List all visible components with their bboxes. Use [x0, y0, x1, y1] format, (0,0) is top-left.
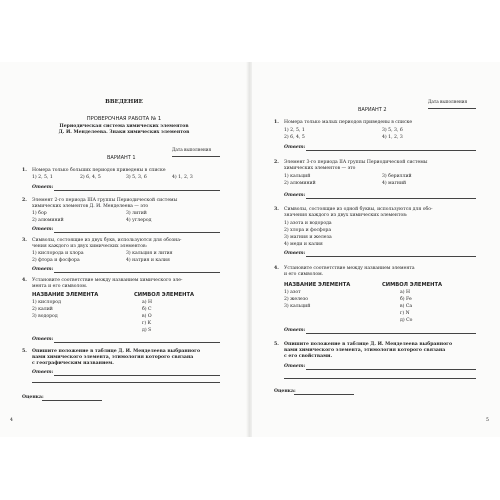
q5-line-2: вами химического элемента, этимология которого связана	[284, 348, 446, 353]
q1-option-3: 3) 5, 3, 6	[126, 175, 147, 180]
q2-line-2: химических элементов — это	[284, 166, 356, 171]
q4-answer-label: Ответ:	[32, 337, 54, 342]
q4-name-2: 2) калий	[32, 307, 53, 312]
q1-answer-line[interactable]	[306, 150, 476, 151]
grade-line[interactable]	[42, 400, 102, 401]
date-line[interactable]	[172, 156, 220, 157]
q2-answer-label: Ответ:	[284, 193, 306, 198]
section-title: ВВЕДЕНИЕ	[105, 99, 143, 105]
q4-symbol-c: в) Ca	[400, 304, 413, 309]
q2-option-4: 4) магний	[382, 181, 407, 186]
q1-number: 1.	[22, 168, 27, 173]
q2-answer-line[interactable]	[306, 198, 476, 199]
q4-line-2: мента и его символом.	[32, 284, 88, 289]
q2-line-1: Элемент 3-го периода IIA группы Периодической системы	[284, 160, 428, 165]
grade-label: Оценка:	[22, 395, 44, 400]
q4-number: 4.	[22, 278, 27, 283]
q4-col-symbol-header: СИМВОЛ ЭЛЕМЕНТА	[134, 292, 195, 298]
q4-answer-line[interactable]	[54, 342, 220, 343]
q1-option-1: 1) 2, 5, 1	[284, 128, 305, 133]
q3-answer-line[interactable]	[54, 272, 220, 273]
date-line[interactable]	[428, 108, 476, 109]
subtitle-line-1: Периодическая система химических элементов	[59, 124, 189, 129]
q2-option-1: 1) бор	[32, 211, 47, 216]
q5-line-1: Опишите положение в таблице Д. И. Менделеева выбранного	[284, 342, 453, 347]
q1-option-3: 3) 5, 3, 6	[382, 128, 403, 133]
q4-symbol-e: д) S	[142, 328, 152, 333]
q3-option-3: 3) кальция и лития	[126, 251, 173, 256]
q4-symbol-e: д) Co	[400, 318, 413, 323]
q3-option-4: 4) меди и калия	[284, 242, 323, 247]
page-number: 4	[10, 418, 13, 423]
left-page	[0, 62, 248, 437]
q4-col-name-header: НАЗВАНИЕ ЭЛЕМЕНТА	[32, 292, 99, 298]
q4-symbol-a: а) H	[400, 290, 410, 295]
q3-answer-line[interactable]	[306, 256, 476, 257]
q1-option-4: 4) 1, 2, 3	[382, 135, 403, 140]
q1-text: Номера только больших периодов приведены в списке	[32, 168, 166, 173]
q1-option-1: 1) 2, 5, 1	[32, 175, 53, 180]
q1-number: 1.	[274, 120, 279, 125]
q2-option-2: 2) алюминий	[32, 218, 64, 223]
q3-line-1: Символы, состоящие из двух букв, используются для обозна-	[32, 238, 182, 243]
q2-answer-label: Ответ:	[32, 227, 54, 232]
q2-option-3: 3) литий	[126, 211, 147, 216]
q4-line-2: и его символом.	[284, 272, 324, 277]
q3-option-2: 2) фтора и фосфора	[32, 258, 80, 263]
date-label: Дата выполнения	[172, 147, 212, 152]
page-number: 5	[486, 418, 489, 423]
grade-label: Оценка:	[274, 389, 296, 394]
q4-line-1: Установите соответствие между названием химического эле-	[32, 278, 183, 283]
q3-line-1: Символы, состоящие из одной буквы, используются для обо-	[284, 207, 433, 212]
q5-answer-label: Ответ:	[32, 370, 54, 375]
q1-answer-label: Ответ:	[32, 185, 54, 190]
q5-line-3: с географическим названием.	[32, 361, 114, 366]
date-label: Дата выполнения	[428, 99, 468, 104]
q1-option-2: 2) 6, 4, 5	[284, 135, 305, 140]
q5-number: 5.	[274, 342, 279, 347]
q5-answer-line-1[interactable]	[54, 375, 220, 376]
q4-symbol-b: б) Fe	[400, 297, 412, 302]
q4-answer-line[interactable]	[306, 333, 476, 334]
q2-number: 2.	[274, 160, 279, 165]
q3-line-2: значения каждого из двух химических элементов:	[284, 213, 408, 218]
q5-line-2: вами химического элемента, этимология которого связана	[32, 355, 194, 360]
q4-name-3: 3) кальций	[284, 304, 311, 309]
q2-option-1: 1) кальций	[284, 174, 311, 179]
q3-number: 3.	[22, 238, 27, 243]
q5-answer-line-1[interactable]	[306, 369, 476, 370]
q2-option-4: 4) углерод	[126, 218, 152, 223]
q5-line-3: с его свойствами.	[284, 354, 333, 359]
q3-option-3: 3) магния и железа	[284, 235, 332, 240]
q4-col-symbol-header: СИМВОЛ ЭЛЕМЕНТА	[382, 282, 443, 288]
q4-col-name-header: НАЗВАНИЕ ЭЛЕМЕНТА	[284, 282, 351, 288]
q5-number: 5.	[22, 349, 27, 354]
q1-answer-label: Ответ:	[284, 145, 306, 150]
q4-name-2: 2) железо	[284, 297, 309, 302]
q2-number: 2.	[22, 198, 27, 203]
q5-answer-line-2[interactable]	[32, 382, 220, 383]
variant-label: ВАРИАНТ 1	[107, 155, 136, 161]
q4-symbol-c: в) O	[142, 314, 152, 319]
q1-option-2: 2) 6, 4, 5	[80, 175, 101, 180]
q3-option-1: 1) азота и водорода	[284, 221, 332, 226]
q3-option-2: 2) хлора и фосфора	[284, 228, 332, 233]
q3-answer-label: Ответ:	[284, 251, 306, 256]
q3-line-2: чения каждого из двух химических элементов:	[32, 244, 148, 249]
q4-line-1: Установите соответствие между названием элемента	[284, 266, 415, 271]
q4-name-1: 1) азот	[284, 290, 301, 295]
q1-option-4: 4) 1, 2, 3	[172, 175, 193, 180]
q2-answer-line[interactable]	[54, 232, 220, 233]
q2-option-3: 3) бериллий	[382, 174, 412, 179]
q4-symbol-d: г) K	[142, 321, 152, 326]
variant-label: ВАРИАНТ 2	[358, 107, 387, 113]
subtitle-line-2: Д. И. Менделеева. Знаки химических элементов	[58, 130, 190, 135]
right-page	[252, 62, 500, 437]
q2-line-1: Элемент 2-го периода IIIA группы Периодической системы	[32, 198, 178, 203]
q4-answer-label: Ответ:	[284, 328, 306, 333]
q5-line-1: Опишите положение в таблице Д. И. Менделеева выбранного	[32, 349, 201, 354]
q3-number: 3.	[274, 207, 279, 212]
q3-option-4: 4) натрия и калия	[126, 258, 170, 263]
work-title: ПРОВЕРОЧНАЯ РАБОТА № 1	[86, 116, 162, 122]
q1-answer-line[interactable]	[54, 190, 220, 191]
q4-name-3: 3) водород	[32, 314, 58, 319]
q2-line-2: химических элементов Д. И. Менделеева — это	[32, 204, 149, 209]
q3-answer-label: Ответ:	[32, 267, 54, 272]
q4-symbol-d: г) N	[400, 311, 410, 316]
grade-line[interactable]	[294, 394, 354, 395]
q2-option-2: 2) алюминий	[284, 181, 316, 186]
q5-answer-line-2[interactable]	[284, 378, 476, 379]
q4-symbol-a: а) H	[142, 300, 152, 305]
q3-option-1: 1) кислорода и хлора	[32, 251, 84, 256]
q1-text: Номера только малых периодов приведены в списке	[284, 120, 413, 125]
q5-answer-label: Ответ:	[284, 364, 306, 369]
q4-number: 4.	[274, 266, 279, 271]
q4-name-1: 1) кислород	[32, 300, 61, 305]
q4-symbol-b: б) C	[142, 307, 152, 312]
